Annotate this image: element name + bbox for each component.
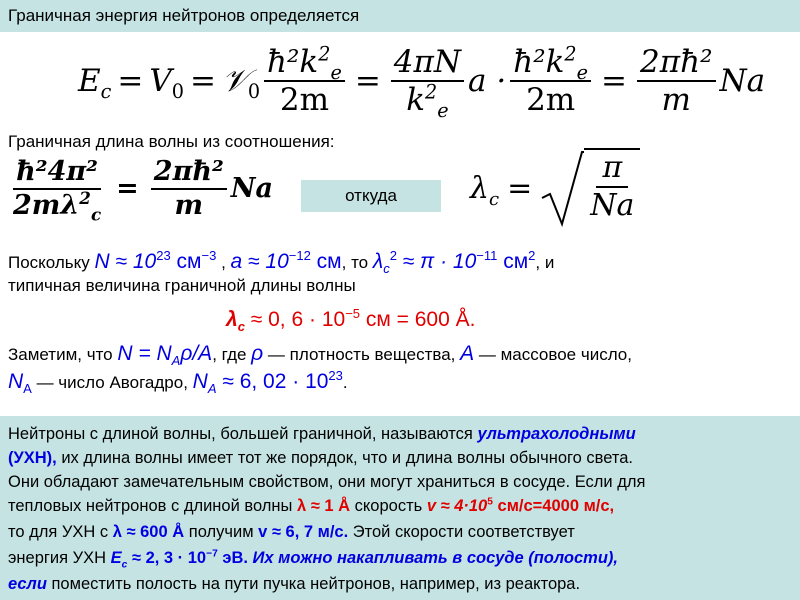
bottom-line-6: энергия УХН $E_c \approx 2$, $3 \cdot 10^{-7}$ эВ. Их можно накапливать в сосуде (полости), — [8, 548, 618, 571]
typical-line: типичная величина граничной длины волны — [8, 276, 356, 295]
bottom-line-3: Они обладают замечательным свойством, они могут храниться в сосуде. Если для — [8, 473, 646, 491]
header-text: Граничная энергия нейтронов определяется — [8, 6, 360, 25]
bottom-line-5: то для УХН с λ ≈ 600 Å получим v ≈ 6, 7 м/с. Этой скорости соответствует — [8, 523, 575, 541]
otkuda-label: откуда — [301, 180, 441, 212]
sqrt-radical-icon — [540, 150, 584, 228]
energy-frac-2: $\frac{4\pi N}{k^2_e}$ — [391, 44, 464, 118]
since-line: Поскольку $N \approx 10^{23}$ $см^{-3}$ , $a \approx 10^{-12}$ см, то $\lambda_c^2 \approx \pi \cdot 10^{-11}$ $см^2$, и — [8, 248, 555, 277]
energy-formula: $E_c$ = $V_0$ = 𝒱$_0$ $\frac{ħ^2k^2_e}{2m}$ = $\frac{4\pi N}{k^2_e}$ a · $\frac{ħ^2k^2_e}{2m}$ = $\frac{\text{2πħ²}}{m}$ Na — [78, 42, 766, 123]
note-line-2: $N_A$ — число Авогадро, $N_A \approx 6$, $02 \cdot 10^{23}$. — [8, 368, 348, 397]
bottom-line-2: (УХН), их длина волны имеет тот же порядок, что и длина волны обычного света. — [8, 449, 634, 467]
energy-lhs: $E_c$ — [78, 63, 112, 104]
bottom-line-1: Нейтроны с длиной волны, большей граничной, называются ультрахолодными — [8, 425, 636, 443]
lambda-relation-formula: $\frac{\text{ħ²4π²}}{2m\lambda^2_c}$ = $\frac{\text{2πħ²}}{m}$ Na — [13, 156, 273, 225]
bottom-line-4: тепловых нейтронов с длиной волны λ ≈ 1 Å скорость $v \approx 4\cdot 10^5$ см/с=4000 м/с, — [8, 496, 615, 515]
wavelength-heading: Граничная длина волны из соотношения: — [8, 132, 335, 151]
energy-frac-1: $\frac{ħ^2k^2_e}{2m}$ — [264, 44, 345, 118]
sqrt-fraction: π Na — [584, 148, 640, 224]
lambda-result: $\lambda_c \approx 0$, $6 \cdot 10^{-5}$ см = 600 Å. — [226, 306, 476, 335]
lambda-c-formula: $\lambda_c$ = π Na — [470, 150, 640, 228]
energy-frac-4: $\frac{\text{2πħ²}}{m}$ — [637, 44, 716, 118]
bottom-line-7: если поместить полость на пути пучка нейтронов, например, из реактора. — [8, 575, 581, 593]
note-line-1: Заметим, что $N = N_A\rho/A$, где ρ — плотность вещества, A — массовое число, — [8, 342, 632, 369]
energy-frac-3: $\frac{ħ^2k^2_e}{2m}$ — [510, 44, 591, 118]
